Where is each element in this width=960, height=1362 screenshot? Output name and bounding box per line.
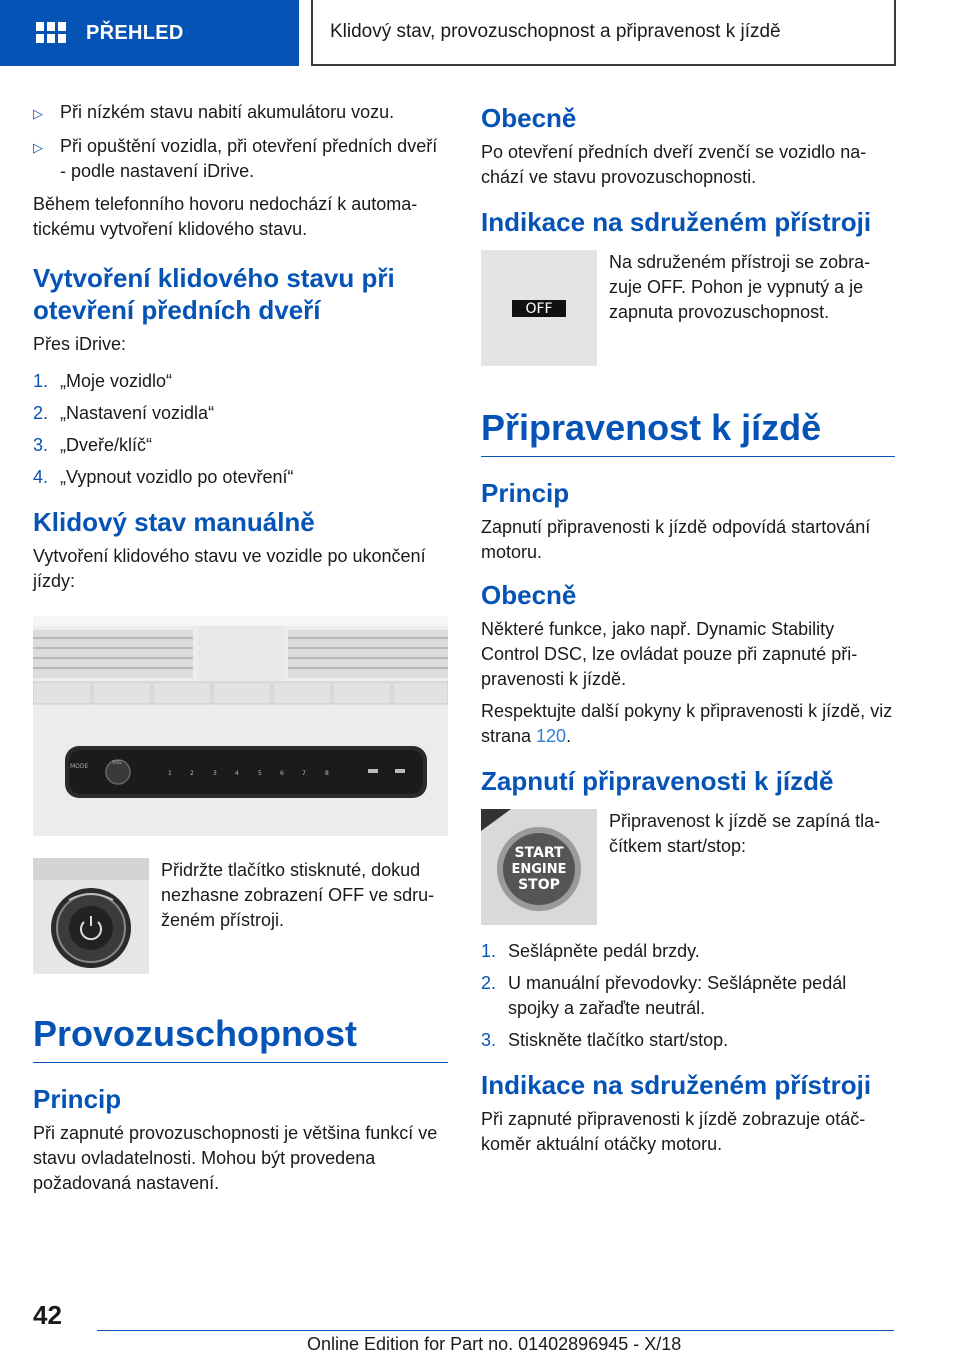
svg-text:4: 4 (235, 770, 239, 777)
grid-icon (36, 22, 66, 44)
paragraph: Na sdruženém přístroji se zobrazuje OFF. Pohon je vypnutý a je zapnuta provozuschopnost. (609, 252, 871, 322)
off-indicator-image (481, 250, 597, 366)
paragraph: Při zapnuté připravenosti k jízdě zobrazuje otáčkoměr aktuální otáčky motoru. (481, 1109, 866, 1154)
chapter-title: Klidový stav, provozuschopnost a připravenost k jízdě (330, 21, 781, 42)
bullet-item: ▷ Při nízkém stavu nabití akumulátoru vozu. (33, 100, 448, 126)
triangle-bullet-icon: ▷ (33, 140, 43, 155)
svg-text:6: 6 (280, 770, 284, 777)
section-heading: Princip (481, 478, 570, 508)
list-item: 3. Stiskněte tlačítko start/stop. (481, 1030, 729, 1050)
svg-text:START: START (514, 845, 564, 861)
svg-text:5: 5 (258, 770, 262, 777)
power-knob-image (33, 858, 149, 974)
triangle-bullet-icon: ▷ (33, 106, 43, 121)
dashboard-panel-image (33, 616, 448, 836)
section-heading: Obecně (481, 580, 577, 610)
list-item: 2. U manuální převodovky: Sešlápněte pedál spojky a zařaďte neutrál. (481, 973, 847, 1018)
list-item: 4. „Vypnout vozidlo po otevření“ (33, 467, 294, 487)
page-header (0, 0, 960, 66)
svg-text:OFF: OFF (525, 301, 553, 317)
chapter-heading-wrap (481, 406, 895, 457)
section-heading: Zapnutí připravenosti k jízdě (481, 766, 834, 796)
left-column (33, 100, 448, 1203)
chapter-heading: Připravenost k jízdě (481, 407, 822, 448)
page-link[interactable]: 120 (536, 726, 567, 746)
svg-text:VOL: VOL (112, 760, 123, 766)
off-indicator-row (481, 250, 895, 366)
chapter-title-box (311, 0, 896, 66)
paragraph: Vytvoření klidového stavu ve vozidle po ukončení jízdy: (33, 546, 426, 591)
section-heading: Indikace na sdruženém přístroji (481, 207, 872, 237)
section-heading: Obecně (481, 103, 577, 133)
footer-divider (97, 1330, 894, 1331)
start-button-row (481, 809, 895, 925)
power-button-row (33, 858, 448, 974)
svg-text:MODE: MODE (70, 763, 89, 770)
paragraph: Během telefonního hovoru nedochází k automatickému vytvoření klidového stavu. (33, 194, 418, 239)
svg-text:2: 2 (190, 770, 194, 777)
list-item: 2. „Nastavení vozidla“ (33, 403, 215, 423)
chapter-heading: Provozuschopnost (33, 1013, 358, 1054)
paragraph: Přidržte tlačítko stisknuté, dokud nezhasne zobrazení OFF ve sdruženém přístroji. (161, 860, 435, 930)
edition-text: Online Edition for Part no. 01402896945 - X/18 (307, 1334, 682, 1354)
svg-text:ENGINE: ENGINE (511, 862, 567, 877)
svg-text:8: 8 (325, 770, 329, 777)
chapter-heading-wrap (33, 1012, 448, 1063)
paragraph: Přes iDrive: (33, 334, 127, 354)
svg-text:3: 3 (213, 770, 217, 777)
overview-label: PŘEHLED (86, 21, 184, 44)
paragraph: Při zapnuté provozuschopnosti je většina funkcí ve stavu ovladatelnosti. Mohou být provedena požadovaná nastavení. (33, 1123, 438, 1193)
page-number: 42 (33, 1300, 62, 1330)
start-stop-button-image (481, 809, 597, 925)
svg-text:7: 7 (302, 770, 306, 777)
bullet-item: ▷ Při opuštění vozidla, při otevření předních dveří - podle nastavení iDrive. (33, 134, 448, 184)
svg-text:STOP: STOP (518, 877, 560, 893)
list-item: 3. „Dveře/klíč“ (33, 435, 153, 455)
paragraph: Po otevření předních dveří zvenčí se vozidlo nachází ve stavu provozuschopnosti. (481, 142, 867, 187)
paragraph: Některé funkce, jako např. Dynamic Stability Control DSC, lze ovládat pouze při zapnuté připravenosti k jízdě. (481, 619, 858, 689)
section-heading: Vytvoření klidového stavu při otevření předních dveří (33, 263, 395, 325)
list-item: 1. Sešlápněte pedál brzdy. (481, 941, 700, 961)
right-column (481, 100, 895, 1164)
section-heading: Klidový stav manuálně (33, 507, 315, 537)
paragraph: Respektujte další pokyny k připravenosti k jízdě, viz strana 120. (481, 701, 893, 746)
section-heading: Indikace na sdruženém přístroji (481, 1070, 872, 1100)
paragraph: Připravenost k jízdě se zapíná tlačítkem start/stop: (609, 811, 881, 856)
paragraph: Zapnutí připravenosti k jízdě odpovídá startování motoru. (481, 517, 871, 562)
list-item: 1. „Moje vozidlo“ (33, 371, 173, 391)
overview-button[interactable] (0, 0, 299, 66)
section-heading: Princip (33, 1084, 122, 1114)
svg-text:1: 1 (168, 770, 172, 777)
